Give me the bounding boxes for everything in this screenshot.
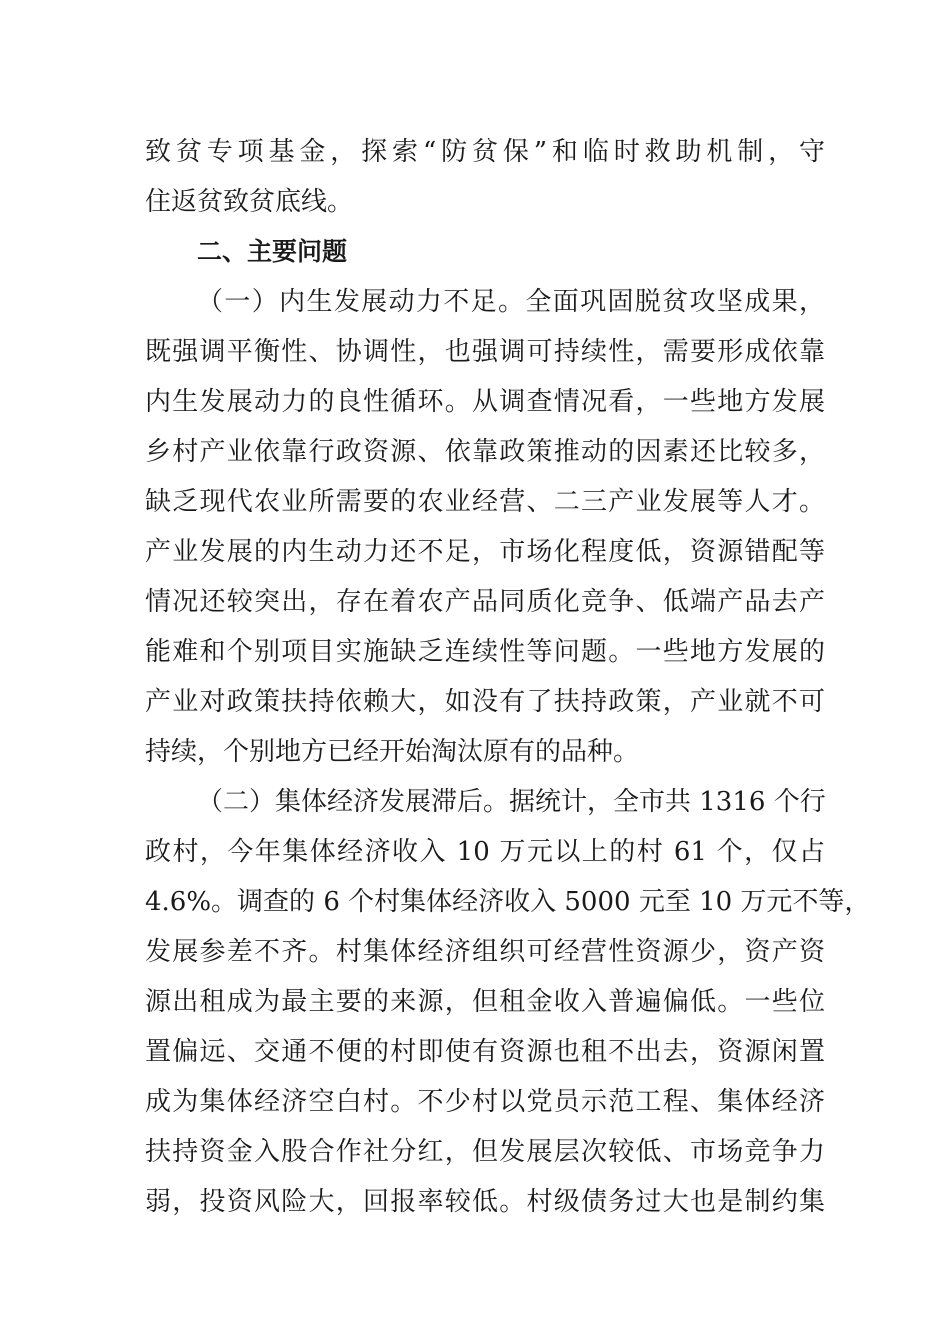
paragraph-line: 产业对政策扶持依赖大，如没有了扶持政策，产业就不可 xyxy=(145,687,825,717)
paragraph-line: 情况还较突出，存在着农产品同质化竞争、低端产品去产 xyxy=(145,587,825,617)
paragraph-line: 置偏远、交通不便的村即使有资源也租不出去，资源闲置 xyxy=(145,1037,825,1067)
paragraph-line: 扶持资金入股合作社分红，但发展层次较低、市场竞争力 xyxy=(145,1137,825,1167)
paragraph-line: 住返贫致贫底线。 xyxy=(145,187,354,217)
paragraph-line: 源出租成为最主要的来源，但租金收入普遍偏低。一些位 xyxy=(145,987,825,1017)
paragraph-line: 4.6%。调查的 6 个村集体经济收入 5000 元至 10 万元不等， xyxy=(145,887,871,917)
paragraph-line: 缺乏现代农业所需要的农业经营、二三产业发展等人才。 xyxy=(145,487,825,517)
paragraph-line: 发展参差不齐。村集体经济组织可经营性资源少，资产资 xyxy=(145,937,825,967)
paragraph-line: 政村，今年集体经济收入 10 万元以上的村 61 个，仅占 xyxy=(145,837,825,867)
paragraph-line: （一）内生发展动力不足。全面巩固脱贫攻坚成果， xyxy=(197,287,825,317)
paragraph-line: 持续，个别地方已经开始淘汰原有的品种。 xyxy=(145,737,640,767)
paragraph-line: 产业发展的内生动力还不足，市场化程度低，资源错配等 xyxy=(145,537,825,567)
section-heading: 二、主要问题 xyxy=(197,237,348,266)
paragraph-line: 弱，投资风险大，回报率较低。村级债务过大也是制约集 xyxy=(145,1187,825,1217)
paragraph-line: 乡村产业依靠行政资源、依靠政策推动的因素还比较多， xyxy=(145,437,825,467)
paragraph-line: 成为集体经济空白村。不少村以党员示范工程、集体经济 xyxy=(145,1087,825,1117)
paragraph-line: （二）集体经济发展滞后。据统计，全市共 1316 个行 xyxy=(197,787,826,817)
paragraph-line: 能难和个别项目实施缺乏连续性等问题。一些地方发展的 xyxy=(145,637,825,667)
paragraph-line: 既强调平衡性、协调性，也强调可持续性，需要形成依靠 xyxy=(145,337,825,367)
paragraph-line: 内生发展动力的良性循环。从调查情况看，一些地方发展 xyxy=(145,387,825,417)
paragraph-line: 致贫专项基金，探索“防贫保”和临时救助机制，守 xyxy=(145,137,825,167)
